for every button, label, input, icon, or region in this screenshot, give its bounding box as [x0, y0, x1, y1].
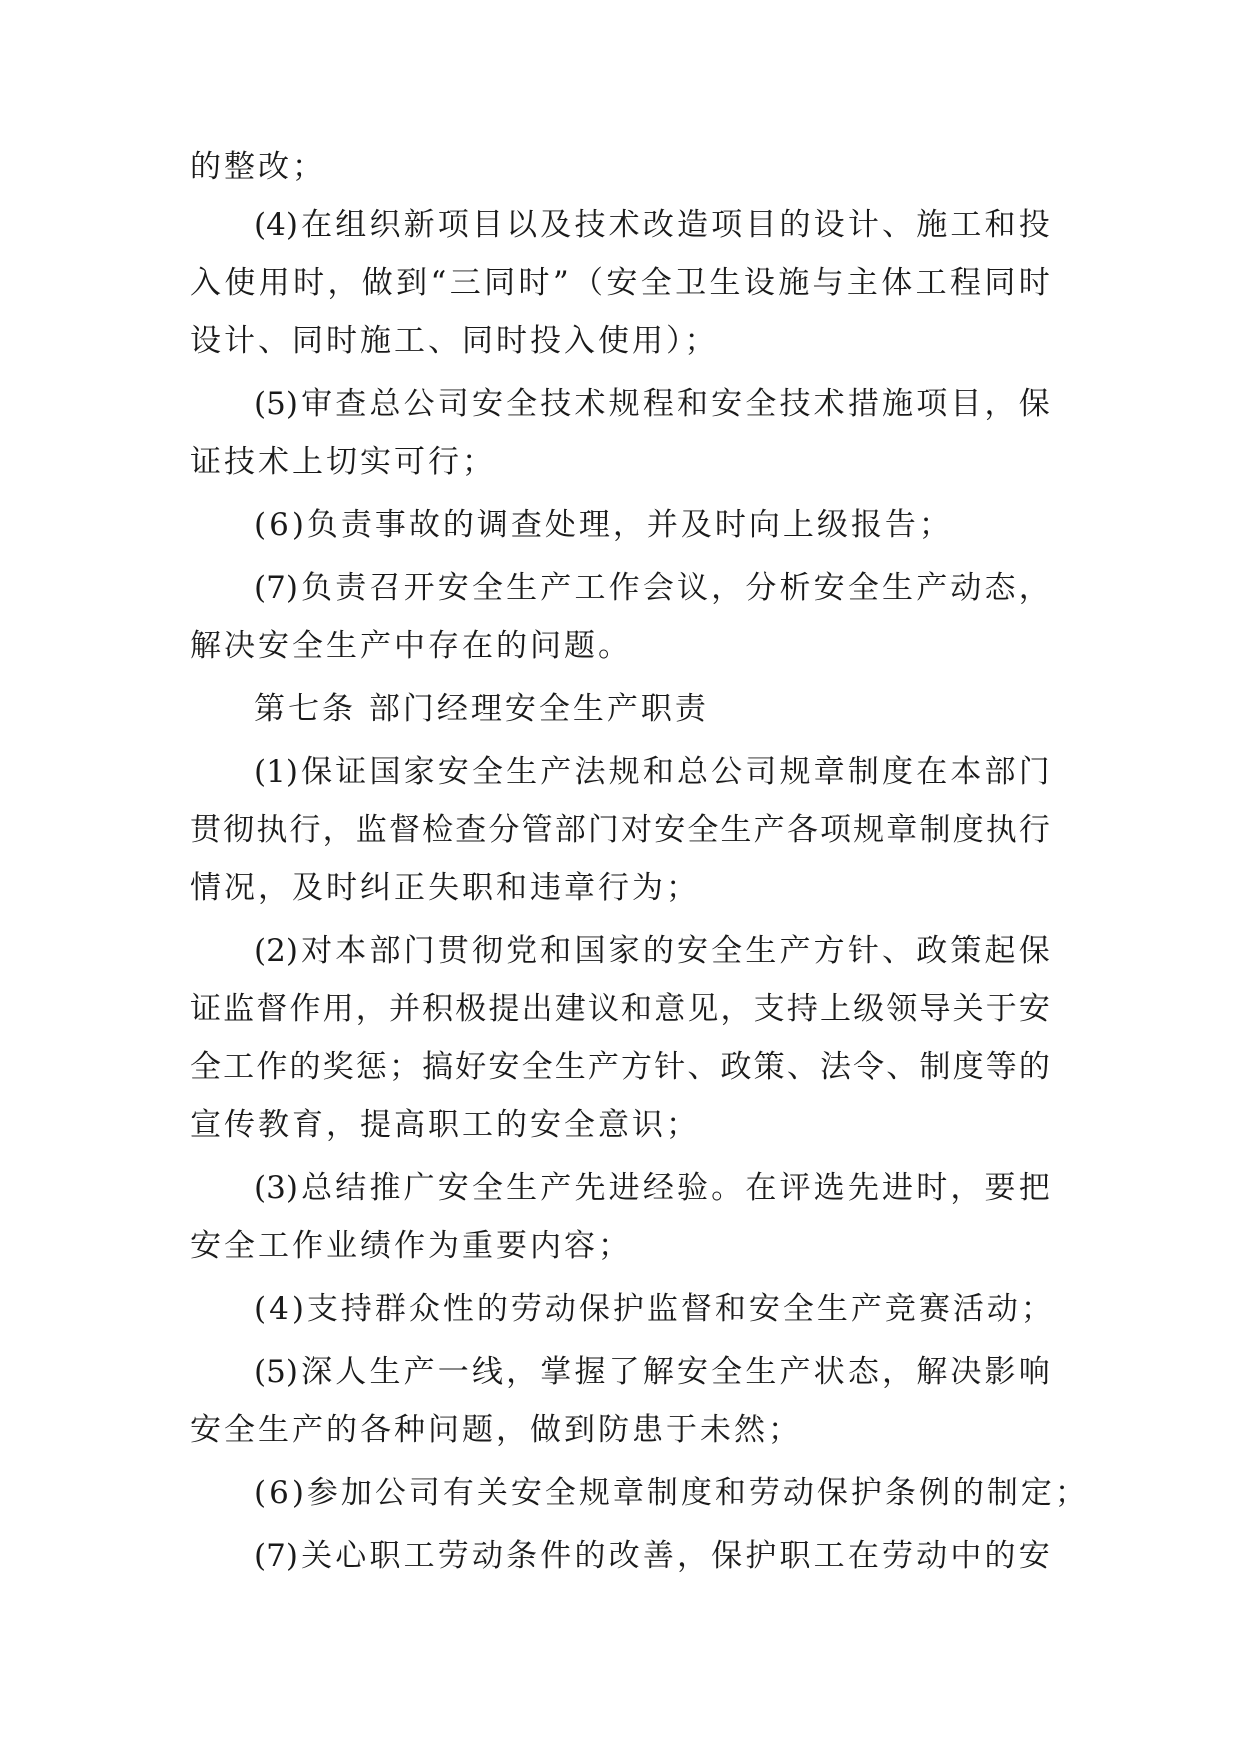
- text-line: (5) 深 人 生 产 一 线 ， 掌 握 了 解 安 全 生 产 状 态 ， 解 决 影 响: [254, 1354, 1050, 1390]
- text-line: 证 监 督 作 用 ， 并 积 极 提 出 建 议 和 意 见 ， 支 持 上 级 领 导 关 于 安: [190, 991, 1050, 1027]
- text-line: 的整改；: [190, 149, 326, 185]
- text-line: 入 使 用 时 ， 做 到 “ 三 同 时 ” （ 安 全 卫 生 设 施 与 主 体 工 程 同 时: [190, 265, 1050, 301]
- text-line: (4) 在 组 织 新 项 目 以 及 技 术 改 造 项 目 的 设 计 、 施 工 和 投: [254, 207, 1050, 243]
- text-line: 解决安全生产中存在的问题。: [190, 628, 632, 664]
- section-heading: 第七条 部门经理安全生产职责: [254, 691, 709, 727]
- text-line: 安全生产的各种问题，做到防患于未然；: [190, 1412, 802, 1448]
- text-line: 全 工 作 的 奖 惩 ； 搞 好 安 全 生 产 方 针 、 政 策 、 法 令 、 制 度 等 的: [190, 1049, 1050, 1085]
- text-line: (5) 审 查 总 公 司 安 全 技 术 规 程 和 安 全 技 术 措 施 项 目 ， 保: [254, 386, 1050, 422]
- text-line: (6)参加公司有关安全规章制度和劳动保护条例的制定；: [254, 1475, 1089, 1511]
- text-line: 安全工作业绩作为重要内容；: [190, 1228, 632, 1264]
- text-line: (7) 负 责 召 开 安 全 生 产 工 作 会 议 ， 分 析 安 全 生 产 动 态 ，: [254, 570, 1050, 606]
- text-line: 宣传教育，提高职工的安全意识；: [190, 1107, 700, 1143]
- text-line: 情况，及时纠正失职和违章行为；: [190, 870, 700, 906]
- text-line: (2) 对 本 部 门 贯 彻 党 和 国 家 的 安 全 生 产 方 针 、 政 策 起 保: [254, 933, 1050, 969]
- text-line: 证技术上切实可行；: [190, 444, 496, 480]
- text-line: (1) 保 证 国 家 安 全 生 产 法 规 和 总 公 司 规 章 制 度 在 本 部 门: [254, 754, 1050, 790]
- text-line: (3) 总 结 推 广 安 全 生 产 先 进 经 验 。 在 评 选 先 进 时 ， 要 把: [254, 1170, 1050, 1206]
- text-line: (4)支持群众性的劳动保护监督和安全生产竞赛活动；: [254, 1291, 1055, 1327]
- text-line: 贯 彻 执 行 ， 监 督 检 查 分 管 部 门 对 安 全 生 产 各 项 规 章 制 度 执 行: [190, 812, 1050, 848]
- text-line: (7) 关 心 职 工 劳 动 条 件 的 改 善 ， 保 护 职 工 在 劳 动 中 的 安: [254, 1538, 1050, 1574]
- text-line: 设计、同时施工、同时投入使用）；: [190, 323, 719, 359]
- text-line: (6)负责事故的调查处理，并及时向上级报告；: [254, 507, 953, 543]
